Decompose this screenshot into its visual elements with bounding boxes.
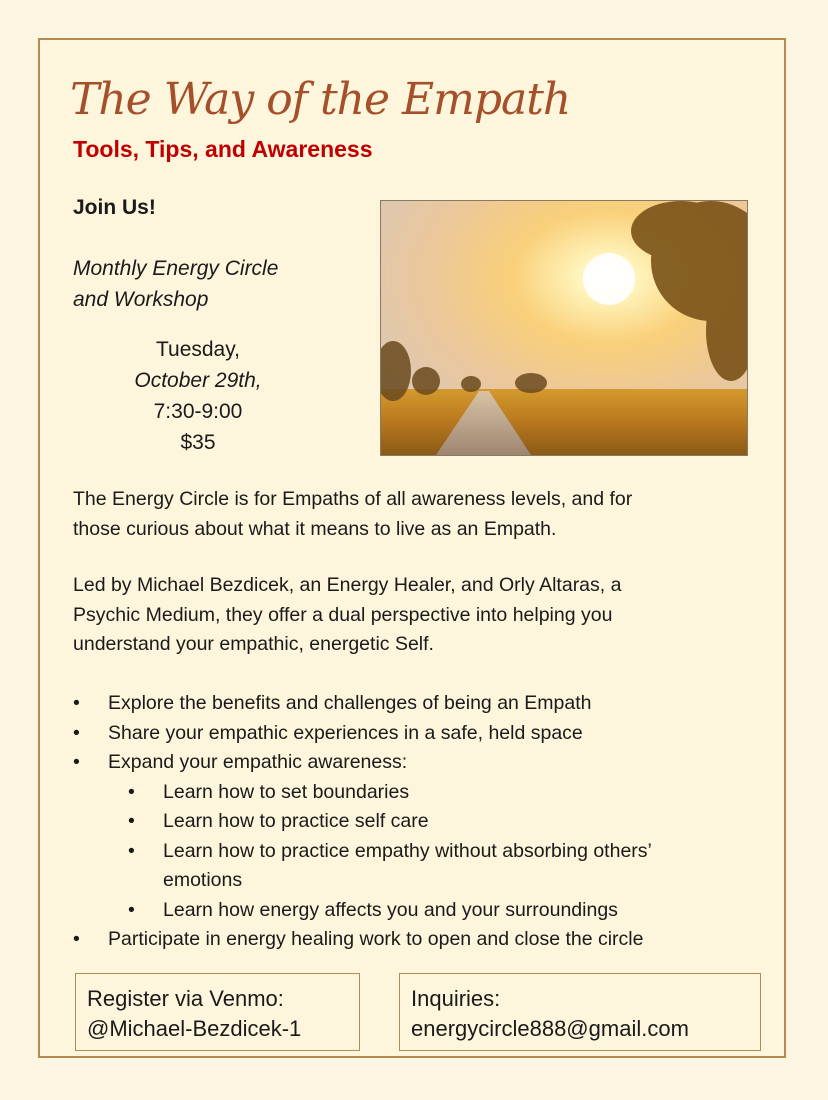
venmo-handle[interactable]: @Michael-Bezdicek-1 (87, 1016, 302, 1041)
event-day: Tuesday, (155, 338, 241, 361)
intro-paragraph (73, 485, 763, 544)
flyer-subtitle: Tools, Tips, and Awareness (73, 136, 373, 162)
event-price: $35 (180, 431, 216, 454)
sub-list-item: • Learn how to set boundaries (128, 780, 410, 803)
register-label: Register via Venmo: (87, 986, 284, 1011)
facilitators-line1: Led by Michael Bezdicek, an Energy Healer, and Orly Altaras, a (73, 574, 622, 596)
register-box (75, 973, 360, 1051)
inquiries-box (399, 973, 761, 1051)
facilitators-line3: understand your empathic, energetic Self. (73, 633, 434, 655)
list-item: • Share your empathic experiences in a safe, held space (73, 721, 583, 744)
event-name-line2: and Workshop (73, 288, 209, 311)
list-item: • Expand your empathic awareness: (73, 751, 408, 773)
sub-list-item: • Learn how to practice empathy without absorbing others’ emotions (128, 839, 652, 891)
list-item: • Participate in energy healing work to open and close the circle (73, 928, 644, 950)
intro-paragraph-line1: The Energy Circle is for Empaths of all awareness levels, and for (73, 488, 633, 510)
event-date: October 29th, (134, 369, 262, 392)
facilitators-paragraph (73, 571, 763, 660)
facilitators-line2: Psychic Medium, they offer a dual perspective into helping you (73, 603, 613, 626)
join-us-heading: Join Us! (73, 196, 156, 219)
intro-paragraph-line2: those curious about what it means to live as an Empath. (73, 517, 557, 540)
event-time: 7:30-9:00 (153, 400, 243, 423)
event-name (73, 253, 363, 315)
sunset-road-image (380, 200, 748, 456)
list-item: • Explore the benefits and challenges of being an Empath (73, 692, 592, 714)
inquiries-label: Inquiries: (411, 986, 501, 1011)
benefits-list (73, 689, 773, 955)
contact-email-link[interactable]: energycircle888@gmail.com (411, 1016, 689, 1041)
sub-list-item: • Learn how energy affects you and your surroundings (128, 898, 618, 921)
event-schedule (73, 334, 323, 458)
sub-list-item: • Learn how to practice self care (128, 810, 429, 832)
flyer-title: The Way of the Empath (70, 74, 571, 125)
event-name-line1: Monthly Energy Circle (73, 257, 279, 280)
